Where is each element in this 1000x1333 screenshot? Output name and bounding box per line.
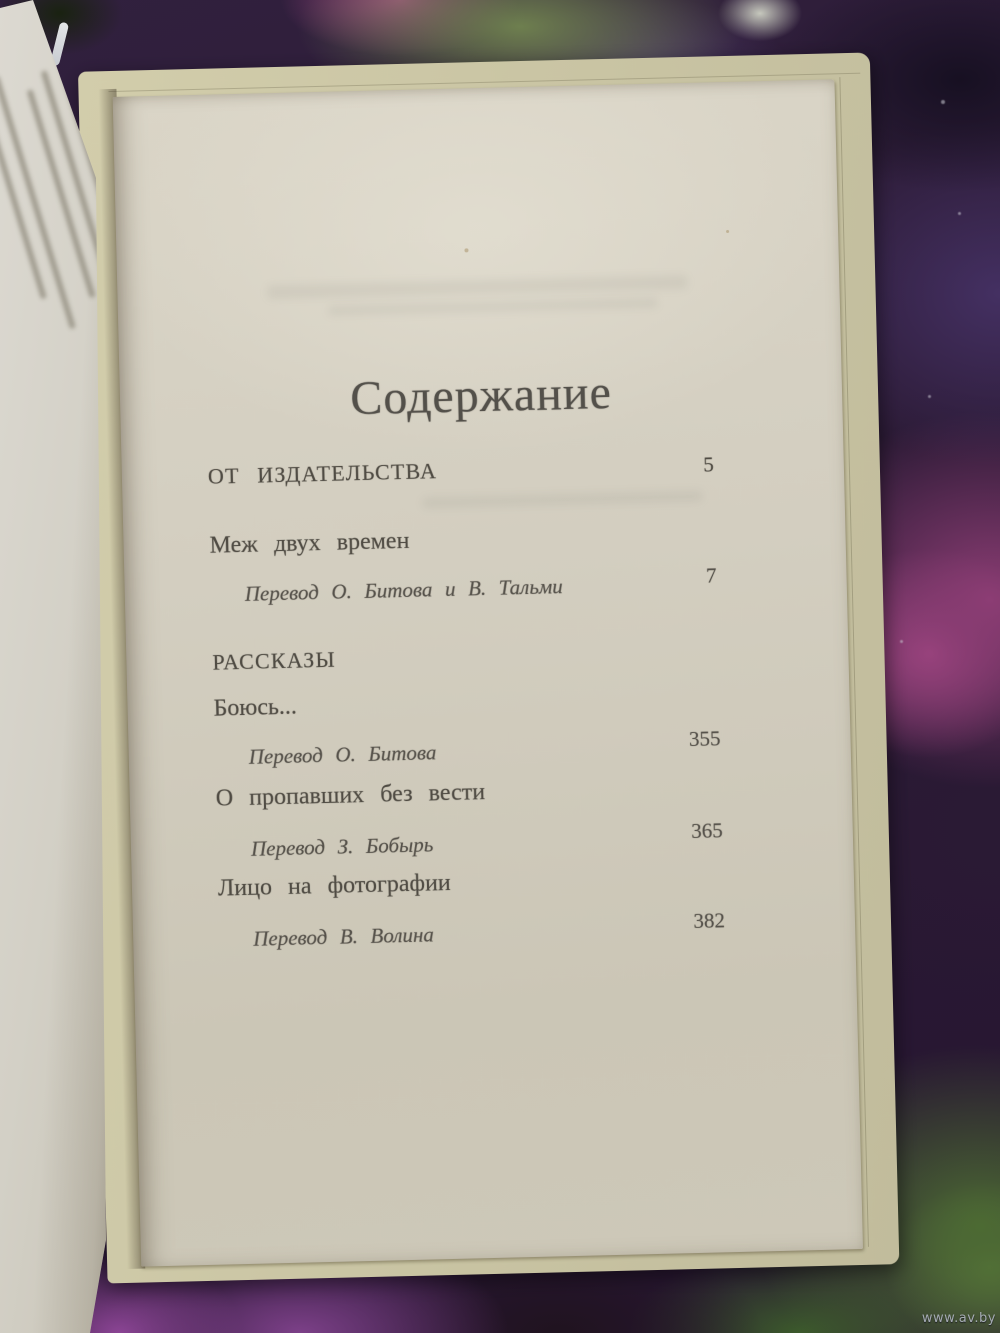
watermark: www.av.by (921, 1311, 996, 1326)
page-title: Содержание (349, 365, 613, 426)
toc-entry (250, 818, 724, 862)
paper-fleck (464, 248, 468, 252)
toc-entry (248, 726, 721, 770)
toc-entry (252, 908, 726, 952)
toc-entry (218, 863, 725, 902)
toc-entry-label: РАССКАЗЫ (212, 646, 337, 675)
toc-entry-label: Меж двух времен (209, 527, 410, 559)
showthrough-smudge (423, 491, 703, 509)
toc-entry (208, 451, 714, 489)
toc-page-number: 382 (693, 908, 726, 934)
toc-page-number: 355 (688, 726, 721, 752)
toc-entry-label: Перевод О. Битова (248, 740, 437, 769)
toc-entry-label: Перевод О. Битова и В. Тальми (244, 574, 564, 606)
toc-entry (213, 683, 720, 722)
toc-entry-label: Перевод В. Волина (252, 922, 435, 951)
toc-entry-label: ОТ ИЗДАТЕЛЬСТВА (207, 458, 438, 489)
toc-entry-label: Перевод З. Бобырь (250, 832, 434, 861)
toc-entry-label: О пропавших без вести (215, 779, 486, 812)
book (70, 52, 899, 1283)
lint-speck (900, 640, 903, 643)
contents-page (113, 79, 863, 1266)
toc-entry (244, 563, 717, 607)
showthrough-smudge (267, 275, 687, 299)
toc-page-number: 365 (690, 818, 724, 844)
lint-speck (958, 212, 961, 215)
paper-fleck (726, 230, 729, 233)
lint-speck (928, 395, 931, 398)
lint-speck (941, 100, 945, 104)
toc-entry (215, 773, 722, 812)
toc-entry-label: Лицо на фотографии (217, 869, 452, 902)
toc-page-number: 5 (702, 452, 715, 477)
toc-entry-label: Боюсь... (213, 693, 298, 722)
toc-entry (212, 637, 718, 675)
toc-entry (209, 520, 716, 559)
toc-page-number: 7 (705, 563, 717, 588)
showthrough-smudge (328, 298, 658, 316)
